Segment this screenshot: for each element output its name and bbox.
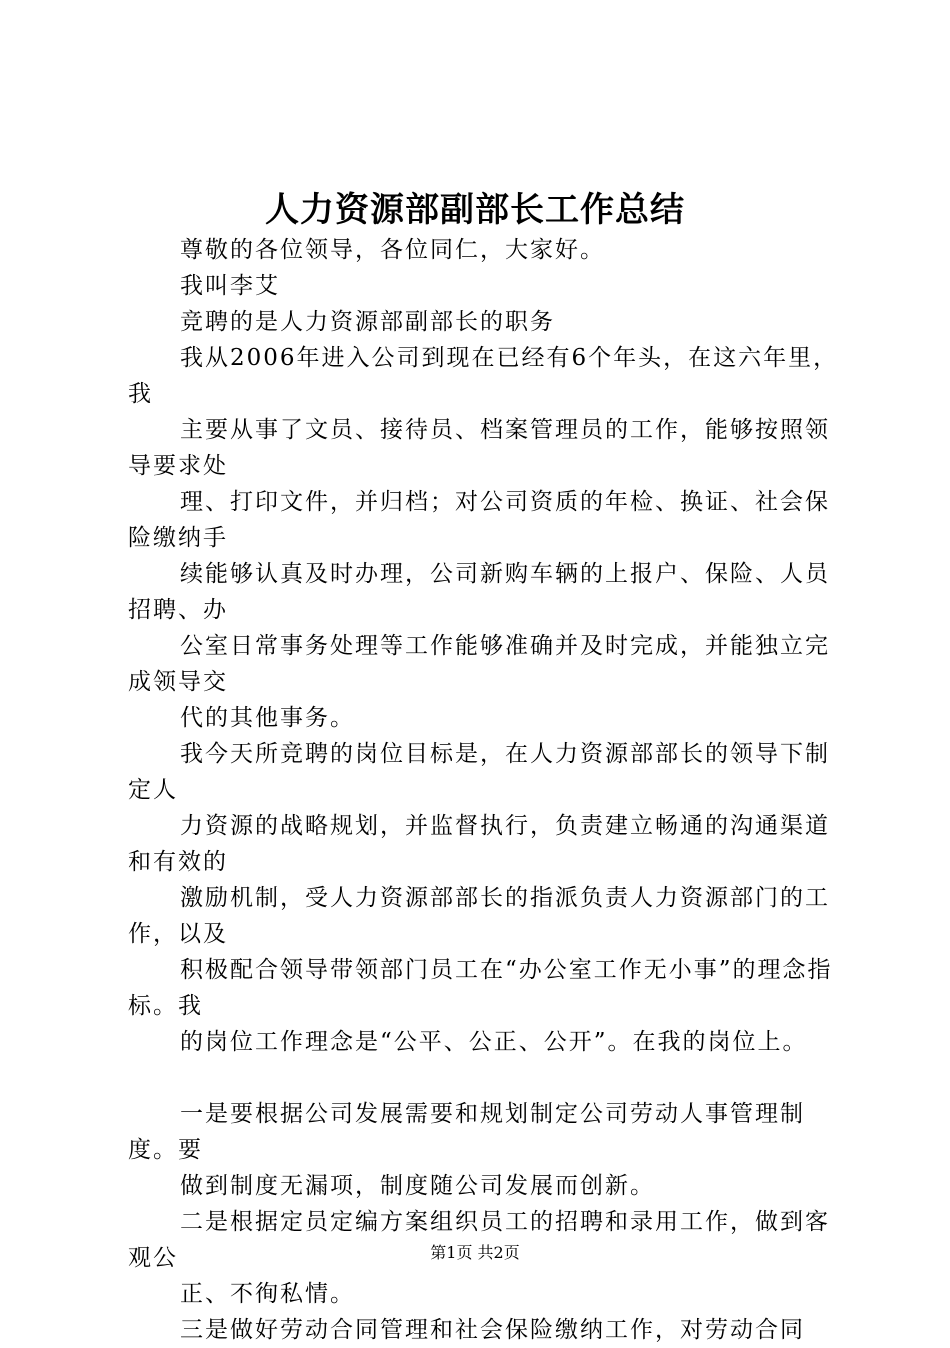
paragraph: 做到制度无漏项，制度随公司发展而创新。	[180, 1173, 655, 1199]
paragraph: 我从2006年进入公司到现在已经有6个年头，在这六年里，我	[128, 345, 839, 407]
paragraph: 公室日常事务处理等工作能够准确并及时完成，并能独立完成领导交	[128, 633, 830, 695]
paragraph: 理、打印文件，并归档；对公司资质的年检、换证、社会保险缴纳手	[128, 489, 830, 551]
paragraph: 正、不徇私情。	[180, 1281, 355, 1307]
paragraph: 一是要根据公司发展需要和规划制定公司劳动人事管理制度。要	[128, 1101, 805, 1163]
blank-line	[128, 1060, 850, 1096]
paragraph: 的岗位工作理念是“公平、公正、公开”。在我的岗位上。	[180, 1029, 808, 1055]
page-footer: 第1页 共2页	[430, 1243, 520, 1262]
document-title: 人力资源部副部长工作总结	[265, 190, 685, 230]
paragraph: 续能够认真及时办理，公司新购车辆的上报户、保险、人员招聘、办	[128, 561, 830, 623]
paragraph: 主要从事了文员、接待员、档案管理员的工作，能够按照领导要求处	[128, 417, 830, 479]
paragraph: 二是根据定员定编方案组织员工的招聘和录用工作，做到客观公	[128, 1209, 830, 1271]
paragraph: 积极配合领导带领部门员工在“办公室工作无小事”的理念指标。我	[128, 957, 833, 1019]
paragraph: 我叫李艾	[180, 273, 280, 299]
paragraph: 尊敬的各位领导，各位同仁，大家好。	[180, 237, 605, 263]
paragraph: 力资源的战略规划，并监督执行，负责建立畅通的沟通渠道和有效的	[128, 813, 830, 875]
paragraph: 激励机制，受人力资源部部长的指派负责人力资源部门的工作，以及	[128, 885, 830, 947]
paragraph: 竞聘的是人力资源部副部长的职务	[180, 309, 555, 335]
paragraph: 代的其他事务。	[180, 705, 355, 731]
paragraph: 我今天所竞聘的岗位目标是，在人力资源部部长的领导下制定人	[128, 741, 830, 803]
document-body	[128, 232, 850, 1348]
paragraph: 三是做好劳动合同管理和社会保险缴纳工作，对劳动合同	[180, 1317, 805, 1343]
